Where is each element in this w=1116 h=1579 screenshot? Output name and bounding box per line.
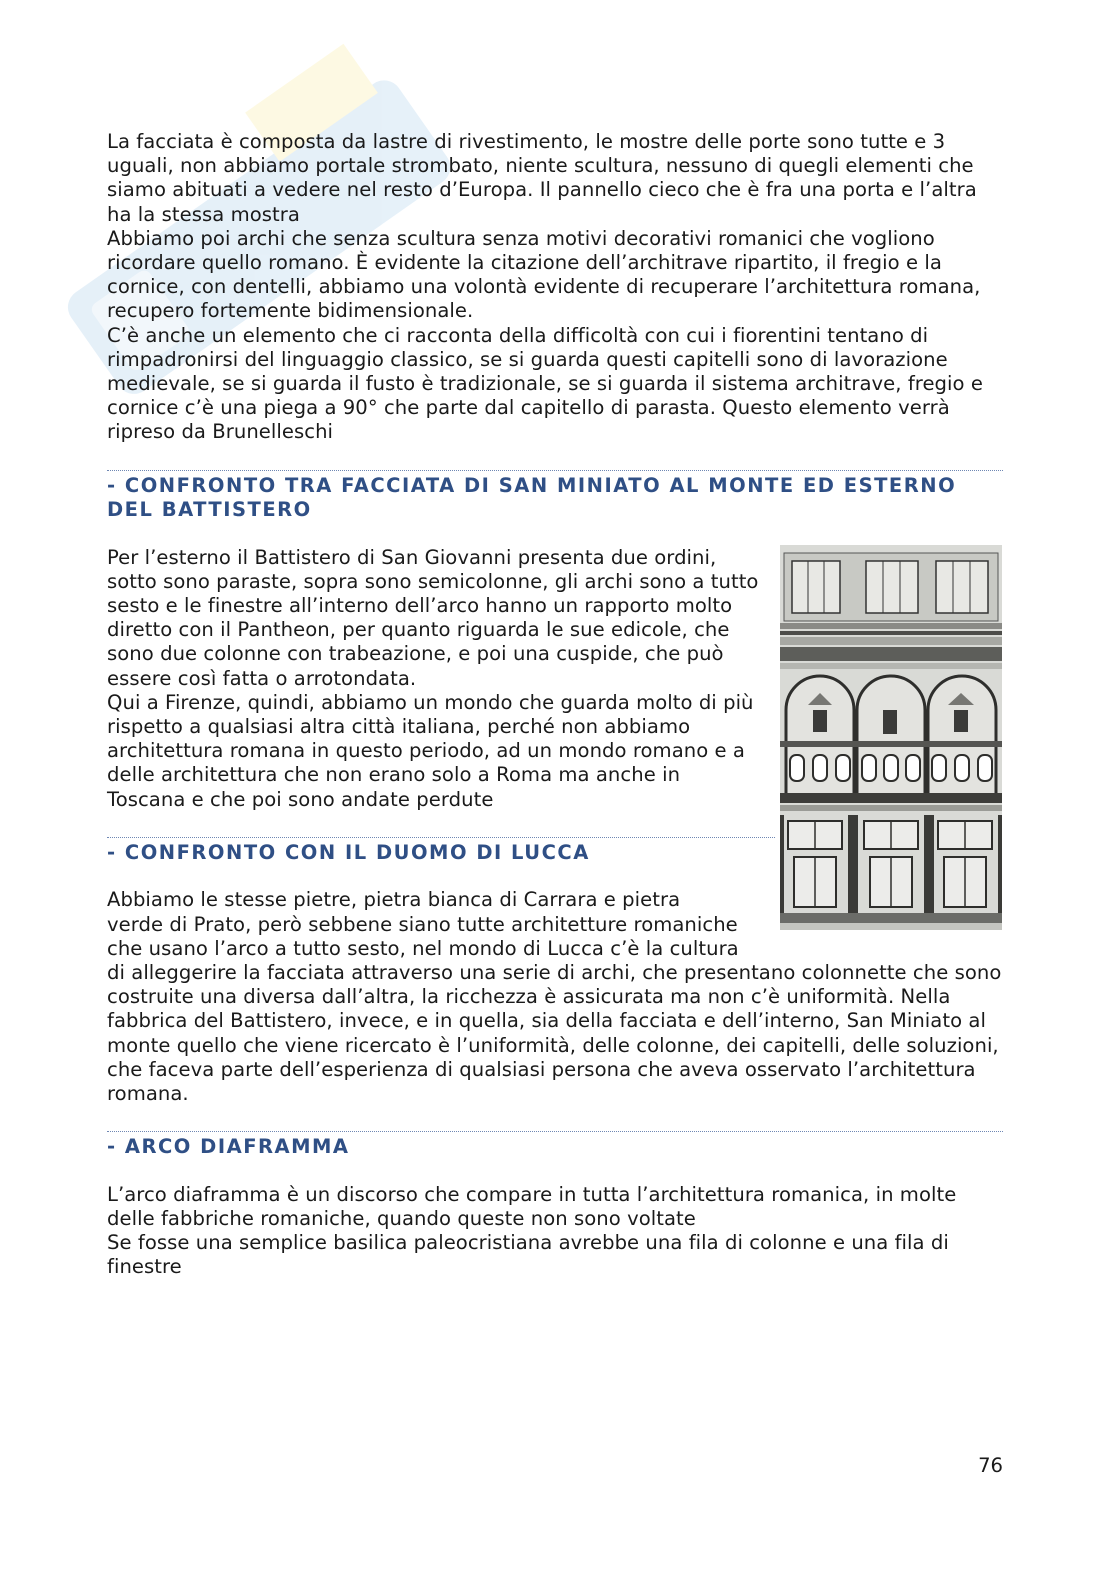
section-heading-battistero: - CONFRONTO TRA FACCIATA DI SAN MINIATO AL MONTE ED ESTERNO DEL BATTISTERO	[107, 473, 957, 522]
intro-block	[107, 130, 1003, 445]
battistero-paragraph-1: Per l’esterno il Battistero di San Giovanni presenta due ordini, sotto sono paraste, sopra sono semicolonne, gli archi sono a tutto sesto e le finestre all’interno dell’arco hanno un rapporto molto diretto con il Pantheon, per quanto riguarda le sue edicole, che sono due colonne con trabeazione, e poi una cuspide, che può essere così fatta o arrotondata.	[107, 545, 759, 690]
section-heading-arco: - ARCO DIAFRAMMA	[107, 1135, 350, 1159]
section-divider	[107, 470, 1003, 471]
arco-paragraph-2: Se fosse una semplice basilica paleocristiana avrebbe una fila di colonne e una fila di finestre	[107, 1231, 949, 1279]
page-number: 76	[978, 1454, 1003, 1477]
section-heading-lucca: - CONFRONTO CON IL DUOMO DI LUCCA	[107, 840, 590, 864]
section-body-battistero	[107, 546, 759, 812]
intro-paragraph-2: Abbiamo poi archi che senza scultura senza motivi decorativi romanici che vogliono ricordare quello romano. È evidente la citazione dell’architrave ripartito, il fregio e la cornice, con dentelli, abbiamo una volontà evidente di recuperare l’architettura romana, recupero fortemente bidimensionale.	[107, 226, 981, 323]
intro-paragraph-3: C’è anche un elemento che ci racconta della difficoltà con cui i fiorentini tentano di rimpadronirsi del linguaggio classico, se si guarda questi capitelli sono di lavorazione medievale, se si guarda il fusto è tradizionale, se si guarda il sistema architrave, fregio e cornice c’è una piega a 90° che parte dal capitello di parasta. Questo elemento verrà ripreso da Brunelleschi	[107, 323, 983, 444]
arco-paragraph-1: L’arco diaframma è un discorso che compare in tutta l’architettura romanica, in molte delle fabbriche romaniche, quando queste non sono voltate	[107, 1182, 957, 1230]
intro-paragraph-1: La facciata è composta da lastre di rivestimento, le mostre delle porte sono tutte e 3 uguali, non abbiamo portale strombato, niente scultura, nessuno di quegli elementi che siamo abituati a vedere nel resto d’Europa. Il pannello cieco che è fra una porta e l’altra ha la stessa mostra	[107, 130, 977, 226]
baptistery-facade-image	[780, 545, 1002, 930]
battistero-paragraph-2: Qui a Firenze, quindi, abbiamo un mondo che guarda molto di più rispetto a qualsiasi altra città italiana, perché non abbiamo architettura romana in questo periodo, ad un mondo romano e a delle architettura che non erano solo a Roma ma anche in Toscana e che poi sono andate perdute	[107, 690, 754, 811]
section-body-arco	[107, 1183, 1003, 1280]
section-divider	[107, 837, 775, 838]
lucca-paragraph-1: Abbiamo le stesse pietre, pietra bianca di Carrara e pietra verde di Prato, però sebbene siano tutte architetture romaniche che usano l’arco a tutto sesto, nel mondo di Lucca c’è la cultura di alleggerire la facciata attraverso una serie di archi, che presentano colonnette che sono costruite una diversa dall’altra, la ricchezza è assicurata ma non c’è uniformità. Nella fabbrica del Battistero, invece, e in quella, sia della facciata e dell’interno, San Miniato al monte quello che viene ricercato è l’uniformità, delle colonne, dei capitelli, delle soluzioni, che faceva parte dell’esperienza di qualsiasi persona che aveva osservato l’architettura romana.	[107, 888, 1002, 1105]
section-divider	[107, 1131, 1003, 1132]
